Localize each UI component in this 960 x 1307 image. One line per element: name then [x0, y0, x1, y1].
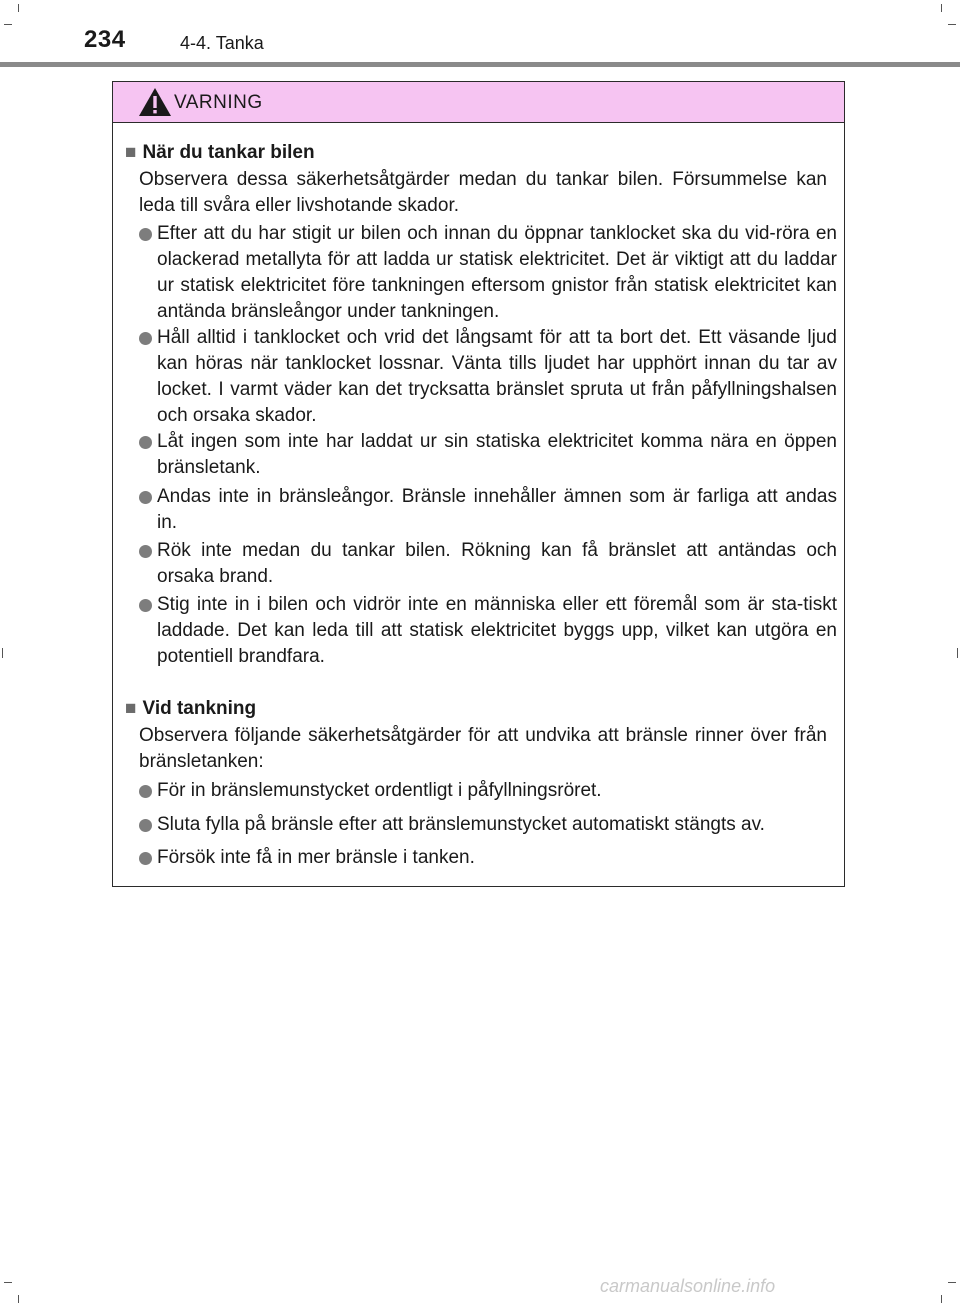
crop-mark: [2, 648, 3, 658]
square-bullet-icon: ■: [125, 142, 137, 163]
watermark: carmanualsonline.info: [600, 1276, 776, 1296]
page-header: [0, 0, 960, 70]
warning-triangle-icon: [137, 86, 173, 118]
square-bullet-icon: ■: [125, 698, 137, 719]
section-intro: Observera följande säkerhetsåtgärder för att undvika att bränsle rinner över från bränsletanken:: [139, 725, 827, 772]
section-title: 4-4. Tanka: [180, 33, 264, 53]
bullet-dot-icon: [139, 785, 152, 798]
section-heading: ■ Vid tankning: [125, 698, 257, 719]
section-heading: ■ När du tankar bilen: [125, 142, 315, 163]
bullet-dot-icon: [139, 436, 152, 449]
warning-box: VARNING ■ När du tankar bilen Observera dessa säkerhetsåtgärder medan du tankar bilen. Försummelse kan leda till svåra eller livshotande skador. Efter att du har stigit ur bilen och innan du öppnar tanklocket ska du vid-röra en olackerad metallyta för att ladda ur statisk elektricitet. Det är viktigt att du laddar ur statisk elektricitet före tankningen eftersom gnistor från statisk elektricitet kan antända bränsleångor under tankningen. Håll alltid i tanklocket och vrid det långsamt för att ta bort det. Ett väsande ljud kan höras när tanklocket lossnar. Vänta tills ljudet har upphört innan du tar av locket. I varmt väder kan det trycksatta bränslet spruta ut från påfyllningshalsen och orsaka skador. Låt ingen som inte har laddat ur sin statiska elektricitet komma nära en öppen bränsletank. Andas inte in bränsleångor. Bränsle innehåller ämnen som är farliga att andas in. Rök inte medan du tankar bilen. Rökning kan få bränslet att antändas och orsaka brand. Stig inte in i bilen och vidrör inte en människa eller ett föremål som är sta-tiskt laddade. Det kan leda till att statisk elektricitet byggs upp, vilket kan utgöra en potentiell brandfara. ■ Vid tankning Observera följande säkerhetsåtgärder för att undvika att bränsle rinner över från bränsletanken: För in bränslemunstycket ordentligt i påfyllningsröret. Sluta fylla på bränsle efter att bränslemunstycket automatiskt stängts av. Försök inte få in mer bränsle i tanken.: [112, 81, 845, 887]
crop-mark: [941, 1295, 942, 1303]
crop-mark: [4, 1282, 12, 1283]
bullet-dot-icon: [139, 819, 152, 832]
page-number: 234: [84, 26, 126, 53]
bullet-dot-icon: [139, 332, 152, 345]
bullet-dot-icon: [139, 228, 152, 241]
crop-mark: [18, 1295, 19, 1303]
bullet-dot-icon: [139, 545, 152, 558]
warning-header: [113, 82, 844, 123]
warning-title: VARNING: [174, 92, 263, 113]
crop-mark: [957, 648, 958, 658]
bullet-dot-icon: [139, 491, 152, 504]
crop-mark: [948, 1282, 956, 1283]
header-rule: [0, 62, 960, 67]
bullet-dot-icon: [139, 852, 152, 865]
bullet-dot-icon: [139, 599, 152, 612]
section-intro: Observera dessa säkerhetsåtgärder medan du tankar bilen. Försummelse kan leda till svåra eller livshotande skador.: [139, 169, 827, 216]
